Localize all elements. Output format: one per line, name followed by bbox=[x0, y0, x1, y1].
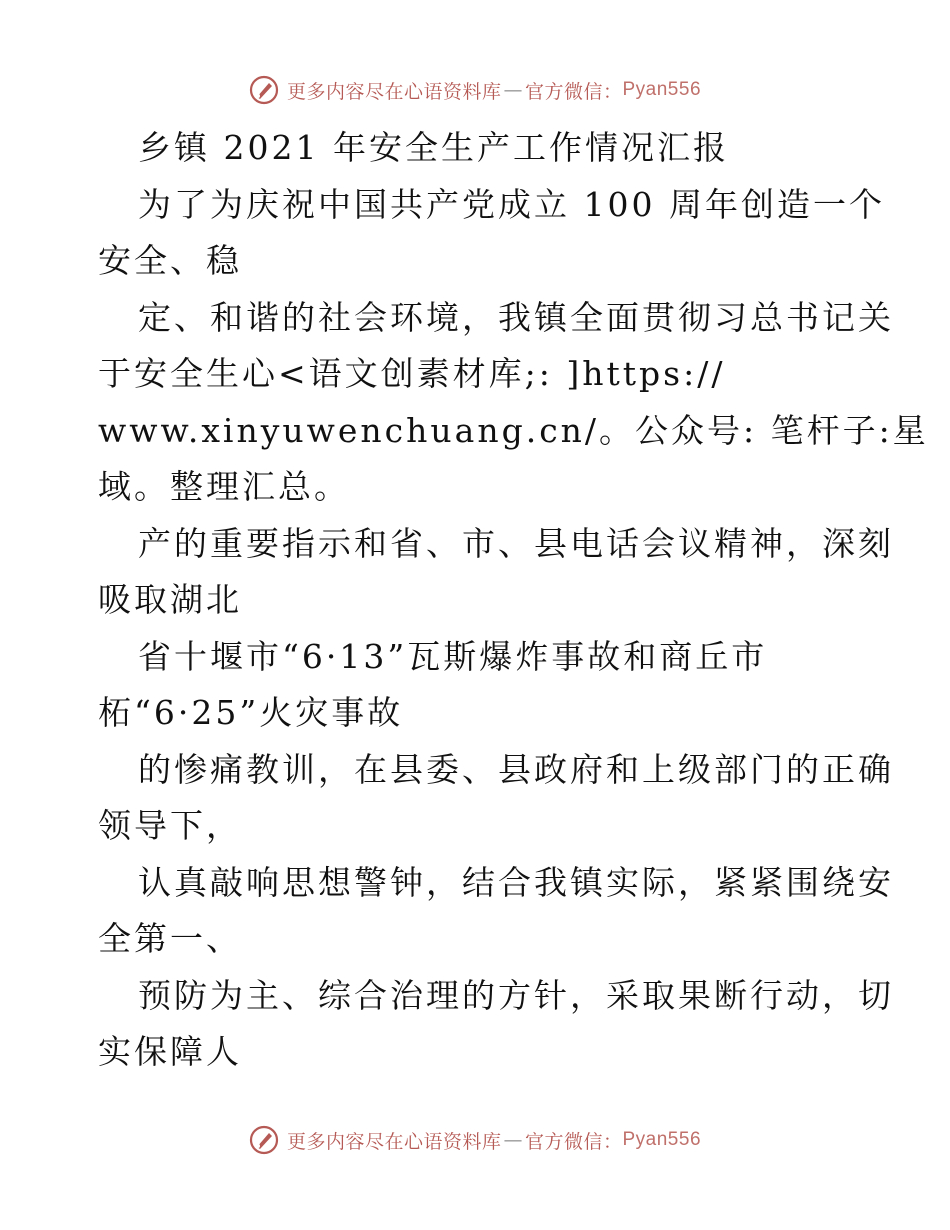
watermark-separator: — bbox=[503, 79, 523, 101]
watermark-id: Pyan556 bbox=[622, 1129, 702, 1150]
text-line: 全第一、 bbox=[98, 919, 242, 958]
footer-watermark bbox=[0, 1120, 950, 1160]
text-line: 定、和谐的社会环境，我镇全面贯彻习总书记关 bbox=[138, 297, 894, 337]
document-body bbox=[98, 120, 929, 1081]
watermark-contact: 官方微信： bbox=[524, 1130, 623, 1153]
text-line: 产的重要指示和省、市、县电话会议精神，深刻 bbox=[138, 523, 894, 563]
text-line: 省十堰市“6·13”瓦斯爆炸事故和商丘市 bbox=[138, 636, 768, 676]
text-line: 域。整理汇总。 bbox=[98, 467, 350, 506]
text-line: 安全、稳 bbox=[98, 241, 242, 280]
header-watermark bbox=[0, 70, 950, 110]
text-line: 于安全生心<语文创素材库;: ]https:// bbox=[98, 354, 726, 393]
pen-logo-icon bbox=[249, 75, 279, 105]
text-line: 的惨痛教训，在县委、县政府和上级部门的正确 bbox=[138, 749, 894, 789]
text-line: www.xinyuwenchuang.cn/。公众号: 笔杆子:星 bbox=[98, 410, 929, 450]
text-line: 为了为庆祝中国共产党成立 100 周年创造一个 bbox=[138, 184, 885, 224]
text-line: 预防为主、综合治理的方针，采取果断行动，切 bbox=[138, 975, 894, 1015]
text-line: 领导下， bbox=[98, 806, 242, 845]
pen-logo-icon bbox=[249, 1125, 279, 1155]
watermark-separator: — bbox=[503, 1129, 523, 1151]
text-line: 吸取湖北 bbox=[98, 580, 242, 619]
watermark-id: Pyan556 bbox=[622, 79, 702, 100]
text-line: 认真敲响思想警钟，结合我镇实际，紧紧围绕安 bbox=[138, 862, 894, 902]
text-line: 实保障人 bbox=[98, 1032, 242, 1071]
watermark-contact: 官方微信： bbox=[524, 80, 623, 103]
text-line: 乡镇 2021 年安全生产工作情况汇报 bbox=[138, 128, 729, 167]
text-line: 柘“6·25”火灾事故 bbox=[98, 693, 404, 732]
watermark-text: 更多内容尽在心语资料库 bbox=[286, 1130, 502, 1153]
watermark-text: 更多内容尽在心语资料库 bbox=[286, 80, 502, 103]
